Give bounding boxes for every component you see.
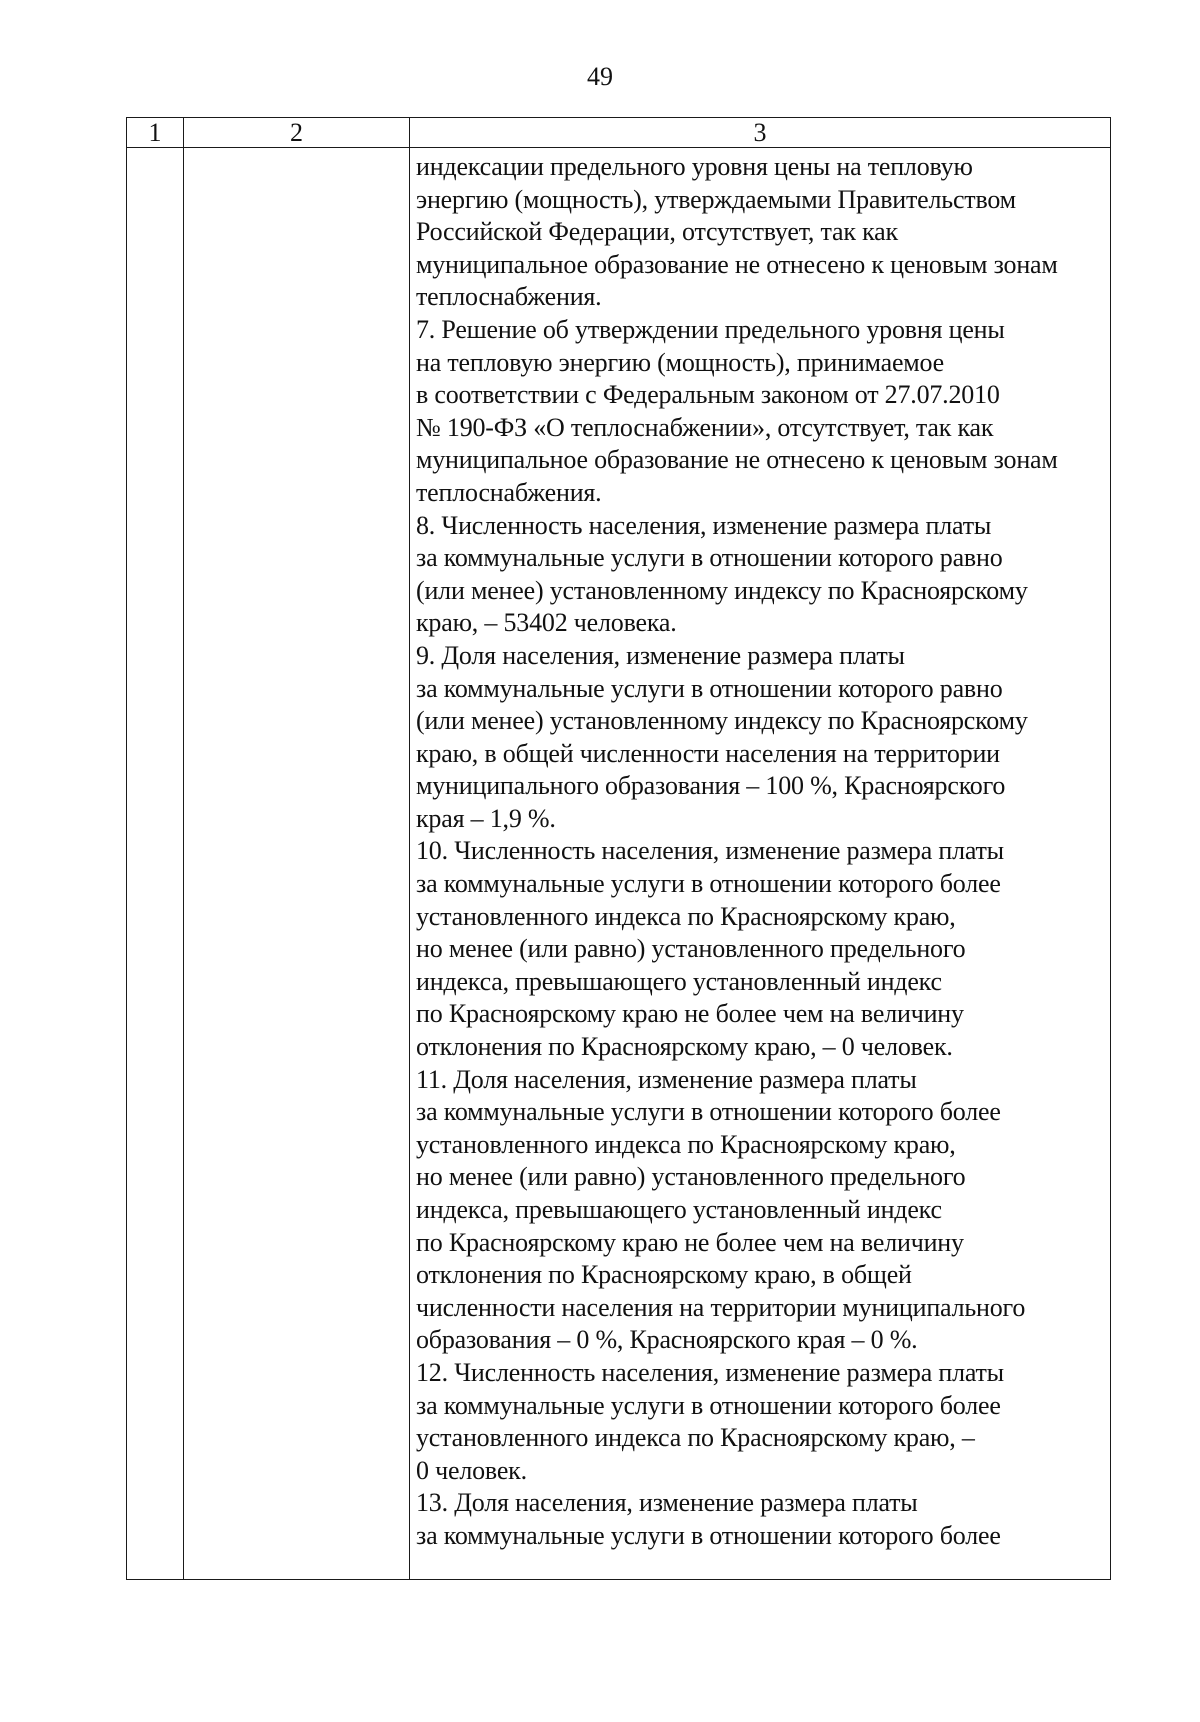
text-line: по Красноярскому краю не более чем на величину — [416, 999, 964, 1029]
text-line: 7. Решение об утверждении предельного уровня цены — [416, 314, 1005, 344]
text-line: энергию (мощность), утверждаемыми Правительством — [416, 184, 1016, 214]
content-lines — [416, 151, 1110, 1553]
text-line: краю, в общей численности населения на территории — [416, 738, 1000, 768]
text-line: краю, – 53402 человека. — [416, 608, 677, 638]
text-line: 13. Доля населения, изменение размера платы — [416, 1488, 918, 1518]
text-line: численности населения на территории муниципального — [416, 1292, 1026, 1322]
text-line: 10. Численность населения, изменение размера платы — [416, 836, 1004, 866]
text-line: на тепловую энергию (мощность), принимаемое — [416, 347, 945, 377]
column-header-2: 2 — [184, 118, 410, 148]
text-line: 12. Численность населения, изменение размера платы — [416, 1357, 1004, 1387]
text-line: в соответствии с Федеральным законом от 27.07.2010 — [416, 380, 1000, 410]
text-line: за коммунальные услуги в отношении которого более — [416, 1097, 1001, 1127]
text-line: но менее (или равно) установленного предельного — [416, 934, 966, 964]
page-number: 49 — [587, 62, 613, 91]
text-line: (или менее) установленному индексу по Красноярскому — [416, 575, 1028, 605]
text-line: муниципального образования – 100 %, Красноярского — [416, 771, 1006, 801]
text-line: установленного индекса по Красноярскому краю, — [416, 901, 956, 931]
text-line: индекса, превышающего установленный индекс — [416, 966, 942, 996]
document-table — [126, 117, 1111, 1580]
text-line: № 190-ФЗ «О теплоснабжении», отсутствует, так как — [416, 412, 994, 442]
text-line: муниципальное образование не отнесено к ценовым зонам — [416, 249, 1058, 279]
text-line: за коммунальные услуги в отношении которого более — [416, 869, 1001, 899]
text-line: за коммунальные услуги в отношении которого равно — [416, 543, 1003, 573]
column-header-3: 3 — [410, 118, 1111, 148]
text-line: края – 1,9 %. — [416, 803, 556, 833]
text-line: муниципальное образование не отнесено к ценовым зонам — [416, 445, 1058, 475]
text-line: установленного индекса по Красноярскому краю, – — [416, 1423, 975, 1453]
text-line: теплоснабжения. — [416, 477, 602, 507]
text-line: отклонения по Красноярскому краю, – 0 человек. — [416, 1032, 953, 1062]
text-line: за коммунальные услуги в отношении которого более — [416, 1520, 1001, 1550]
empty-cell-col2 — [184, 148, 410, 1580]
text-line: установленного индекса по Красноярскому краю, — [416, 1129, 956, 1159]
table-row — [127, 148, 1111, 1580]
text-line: за коммунальные услуги в отношении которого равно — [416, 673, 1003, 703]
text-line: 9. Доля населения, изменение размера платы — [416, 640, 905, 670]
content-cell — [410, 148, 1111, 1580]
empty-cell-col1 — [127, 148, 184, 1580]
table-header-row — [127, 118, 1111, 148]
text-line: Российской Федерации, отсутствует, так как — [416, 217, 898, 247]
text-line: отклонения по Красноярскому краю, в общей — [416, 1260, 912, 1290]
text-line: (или менее) установленному индексу по Красноярскому — [416, 706, 1028, 736]
text-line: 8. Численность населения, изменение размера платы — [416, 510, 992, 540]
column-header-1: 1 — [127, 118, 184, 148]
text-line: по Красноярскому краю не более чем на величину — [416, 1227, 964, 1257]
text-line: но менее (или равно) установленного предельного — [416, 1162, 966, 1192]
text-line: 11. Доля населения, изменение размера платы — [416, 1064, 917, 1094]
text-line: индекса, превышающего установленный индекс — [416, 1195, 942, 1224]
text-line: образования – 0 %, Красноярского края – 0 %. — [416, 1325, 918, 1355]
text-line: индексации предельного уровня цены на тепловую — [416, 152, 973, 181]
text-line: теплоснабжения. — [416, 282, 602, 312]
text-line: 0 человек. — [416, 1455, 527, 1485]
text-line: за коммунальные услуги в отношении которого более — [416, 1390, 1001, 1420]
